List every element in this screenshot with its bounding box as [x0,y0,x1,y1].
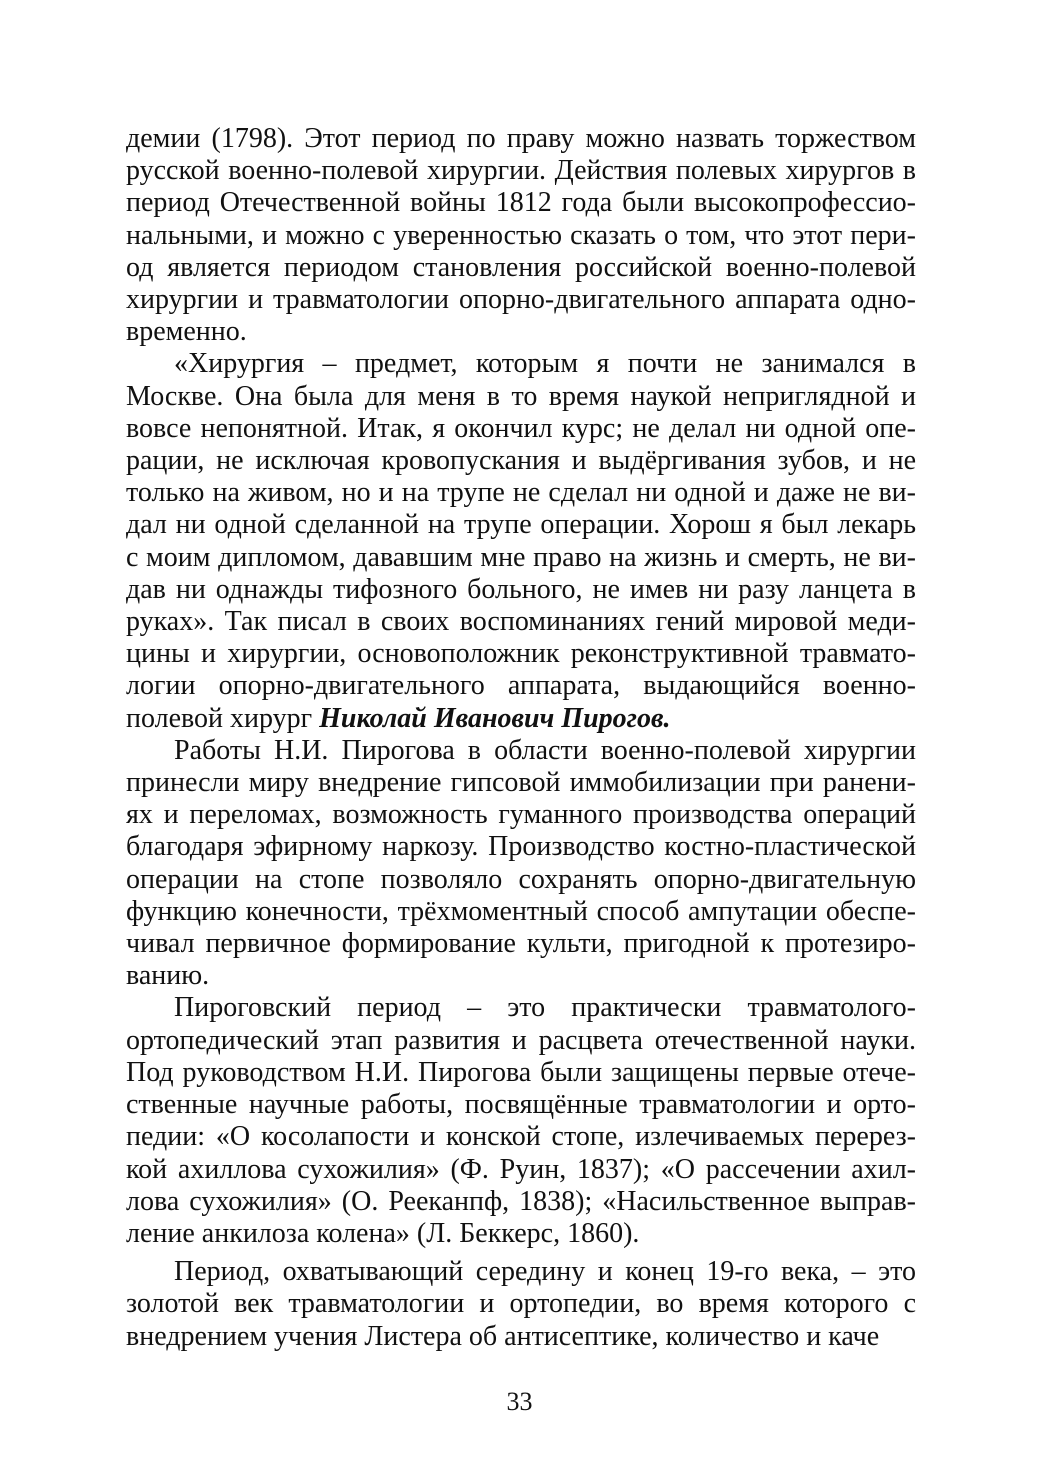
paragraph-4 [126,992,916,1250]
paragraph-1-text: демии (1798). Этот период по праву можно назвать торжеством русской военно-полевой хирургии. Действия полевых хирургов в период Отечественной войны 1812 года были высокопрофессиональными, и можно с уверенностью сказать о том, что этот период является периодом становления российской военно-полевой хирургии и травматологии опорно-двигательного аппарата одновременно. [126,123,916,348]
page-number: 33 [506,1387,533,1416]
paragraph-2 [126,348,916,734]
pirogov-name-emphasis: Николай Иванович Пирогов. [319,702,671,734]
paragraph-2-text: «Хирургия – предмет, которым я почти не занимался в Москве. Она была для меня в то время наукой неприглядной и вовсе непонятной. Итак, я окончил курс; не делал ни одной операции, не исключая кровопускания и выдёргивания зубов, и не только на живом, но и на трупе не сделал ни одной и даже не видал ни одной сделанной на трупе операции. Хорош я был лекарь с моим дипломом, дававшим мне право на жизнь и смерть, не видав ни однажды тифозного больного, не имев ни разу ланцета в руках». Так писал в своих воспоминаниях гений мировой медицины и хирургии, основоположник реконструктивной травматологии опорно-двигательного аппарата, выдающийся военно-полевой хирург [126,348,916,734]
paragraph-3-text: Работы Н.И. Пирогова в области военно-полевой хирургии принесли миру внедрение гипсовой иммобилизации при ранениях и переломах, возможность гуманного производства операций благодаря эфирному наркозу. Производство костно-пластической операции на стопе позволяло сохранять опорно-двигательную функцию конечности, трёхмоментный способ ампутации обеспечивал первичное формирование культи, пригодной к протезированию. [126,734,916,992]
paragraph-3 [126,735,916,993]
body-text [126,123,916,1353]
paragraph-4-text: Пироговский период – это практически травматолого-ортопедический этап развития и расцвета отечественной науки. Под руководством Н.И. Пирогова были защищены первые отечественные научные работы, посвящённые травматологии и ортопедии: «О косолапости и конской стопе, излечиваемых перерезкой ахиллова сухожилия» (Ф. Руин, 1837); «О рассечении ахиллова сухожилия» (О. Рееканпф, 1838); «Насильственное выправление анкилоза колена» (Л. Беккерс, 1860). [126,992,916,1249]
paragraph-1 [126,123,916,348]
paragraph-5-text: Период, охватывающий середину и конец 19-го века, – это золотой век травматологии и ортопедии, во время которого с внедрением учения Листера об антисептике, количество и каче [126,1256,916,1352]
paragraph-5 [126,1256,916,1353]
